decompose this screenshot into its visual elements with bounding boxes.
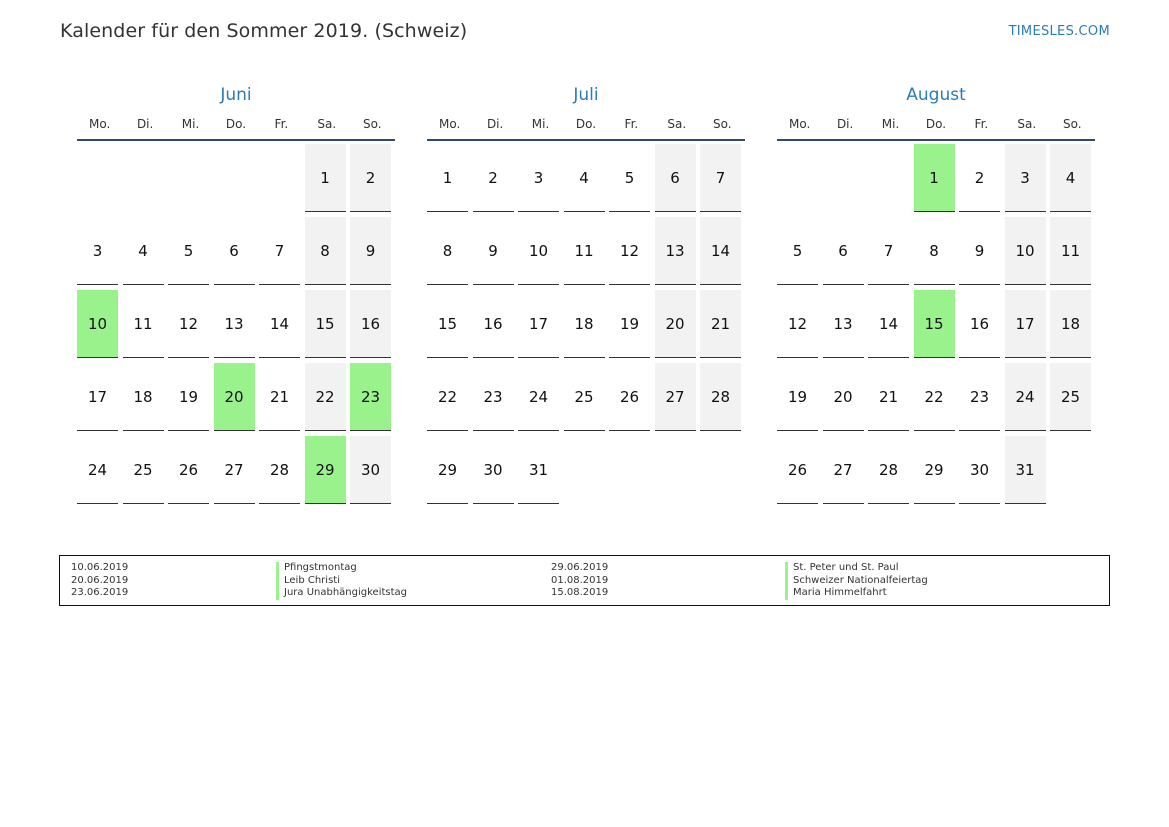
day-cell: 27	[214, 436, 255, 504]
weekday-header	[777, 117, 1095, 141]
day-cell: 13	[655, 217, 696, 285]
day-cell: 30	[350, 436, 391, 504]
day-cell: 7	[868, 217, 909, 285]
day-cell: 18	[123, 363, 164, 431]
day-cell: 21	[700, 290, 741, 358]
weekday-label: Fr.	[274, 117, 289, 131]
day-cell: 7	[259, 217, 300, 285]
day-cell: 10	[518, 217, 559, 285]
day-cell: 4	[123, 217, 164, 285]
month-august	[777, 84, 1095, 514]
day-cell: 11	[564, 217, 605, 285]
weekday-label: Fr.	[624, 117, 639, 131]
day-cell: 15	[427, 290, 468, 358]
month-june	[77, 84, 395, 514]
day-cell: 31	[1005, 436, 1046, 504]
day-cell: 14	[259, 290, 300, 358]
day-cell: 30	[473, 436, 514, 504]
legend-date: 15.08.2019	[551, 587, 609, 598]
day-cell: 7	[700, 144, 741, 212]
day-grid	[77, 144, 395, 514]
day-cell: 24	[1005, 363, 1046, 431]
month-name: Juli	[573, 85, 599, 105]
day-cell: 22	[305, 363, 346, 431]
day-cell: 28	[700, 363, 741, 431]
legend-dates-left	[71, 562, 128, 600]
weekday-label: So.	[712, 117, 732, 131]
weekday-label: Mi.	[531, 117, 550, 131]
legend-holiday-name: Maria Himmelfahrt	[785, 587, 928, 600]
day-cell: 26	[777, 436, 818, 504]
weekday-label: So.	[362, 117, 382, 131]
day-cell: 4	[564, 144, 605, 212]
month-july	[427, 84, 745, 514]
legend-date: 10.06.2019	[71, 562, 129, 573]
day-cell: 29	[914, 436, 955, 504]
day-cell: 12	[777, 290, 818, 358]
legend-date: 29.06.2019	[551, 562, 609, 573]
weekday-label: Sa.	[317, 117, 337, 131]
legend-holiday-name: Pfingstmontag	[276, 562, 407, 575]
day-cell: 13	[214, 290, 255, 358]
day-cell: 2	[350, 144, 391, 212]
legend-names-right	[785, 562, 928, 600]
day-cell: 10	[1005, 217, 1046, 285]
legend-holiday-name: Schweizer Nationalfeiertag	[785, 575, 928, 588]
holiday-day-cell: 20	[214, 363, 255, 431]
day-cell: 11	[1050, 217, 1091, 285]
day-cell: 3	[518, 144, 559, 212]
day-cell: 16	[959, 290, 1000, 358]
day-cell: 21	[259, 363, 300, 431]
weekday-label: Mi.	[181, 117, 200, 131]
month-name: Juni	[220, 85, 252, 105]
legend-date: 20.06.2019	[71, 574, 129, 586]
day-cell: 2	[959, 144, 1000, 212]
day-cell: 25	[123, 436, 164, 504]
month-name: August	[906, 85, 966, 105]
day-cell: 23	[959, 363, 1000, 431]
legend-holiday-name: Leib Christi	[276, 575, 407, 588]
day-cell: 8	[914, 217, 955, 285]
day-cell: 8	[427, 217, 468, 285]
day-cell: 3	[1005, 144, 1046, 212]
weekday-label: Fr.	[974, 117, 989, 131]
day-cell: 14	[700, 217, 741, 285]
day-cell: 15	[305, 290, 346, 358]
day-cell: 19	[168, 363, 209, 431]
legend-date: 23.06.2019	[71, 587, 129, 598]
day-cell: 9	[350, 217, 391, 285]
day-cell: 28	[868, 436, 909, 504]
day-cell: 1	[305, 144, 346, 212]
legend-names-left	[276, 562, 407, 600]
legend-dates-right	[551, 562, 608, 600]
day-cell: 17	[77, 363, 118, 431]
day-grid	[777, 144, 1095, 514]
day-cell: 12	[609, 217, 650, 285]
weekday-label: Mo.	[89, 117, 111, 131]
day-cell: 6	[214, 217, 255, 285]
weekday-label: Di.	[836, 117, 854, 131]
day-cell: 26	[609, 363, 650, 431]
day-cell: 17	[518, 290, 559, 358]
day-cell: 24	[518, 363, 559, 431]
holiday-day-cell: 10	[77, 290, 118, 358]
day-cell: 19	[777, 363, 818, 431]
day-cell: 17	[1005, 290, 1046, 358]
day-cell: 4	[1050, 144, 1091, 212]
weekday-label: Di.	[486, 117, 504, 131]
day-cell: 9	[473, 217, 514, 285]
day-cell: 18	[1050, 290, 1091, 358]
day-cell: 5	[777, 217, 818, 285]
day-cell: 16	[350, 290, 391, 358]
holiday-day-cell: 29	[305, 436, 346, 504]
day-cell: 31	[518, 436, 559, 504]
day-cell: 20	[655, 290, 696, 358]
day-cell: 8	[305, 217, 346, 285]
day-cell: 11	[123, 290, 164, 358]
day-cell: 22	[427, 363, 468, 431]
weekday-label: Mo.	[789, 117, 811, 131]
holiday-legend	[59, 555, 1110, 606]
day-cell: 13	[823, 290, 864, 358]
weekday-label: Do.	[925, 117, 947, 131]
day-cell: 30	[959, 436, 1000, 504]
day-cell: 26	[168, 436, 209, 504]
weekday-label: Di.	[136, 117, 154, 131]
weekday-label: Sa.	[1017, 117, 1037, 131]
day-cell: 6	[823, 217, 864, 285]
day-cell: 27	[823, 436, 864, 504]
day-cell: 2	[473, 144, 514, 212]
legend-date: 01.08.2019	[551, 574, 609, 586]
day-cell: 16	[473, 290, 514, 358]
day-cell: 24	[77, 436, 118, 504]
legend-holiday-name: Jura Unabhängigkeitstag	[276, 587, 407, 600]
day-cell: 25	[1050, 363, 1091, 431]
day-cell: 3	[77, 217, 118, 285]
day-cell: 5	[609, 144, 650, 212]
day-cell: 29	[427, 436, 468, 504]
day-grid	[427, 144, 745, 514]
weekday-label: So.	[1062, 117, 1082, 131]
day-cell: 27	[655, 363, 696, 431]
holiday-day-cell: 1	[914, 144, 955, 212]
day-cell: 14	[868, 290, 909, 358]
day-cell: 22	[914, 363, 955, 431]
page-title: Kalender für den Sommer 2019. (Schweiz)	[60, 20, 468, 42]
weekday-label: Do.	[575, 117, 597, 131]
day-cell: 12	[168, 290, 209, 358]
day-cell: 6	[655, 144, 696, 212]
weekday-label: Do.	[225, 117, 247, 131]
brand-link[interactable]: TIMESLES.COM	[1008, 24, 1110, 39]
holiday-day-cell: 23	[350, 363, 391, 431]
weekday-header	[77, 117, 395, 141]
legend-holiday-name: St. Peter und St. Paul	[785, 562, 928, 575]
weekday-label: Mo.	[439, 117, 461, 131]
day-cell: 23	[473, 363, 514, 431]
weekday-header	[427, 117, 745, 141]
day-cell: 9	[959, 217, 1000, 285]
weekday-label: Mi.	[881, 117, 900, 131]
day-cell: 18	[564, 290, 605, 358]
weekday-label: Sa.	[667, 117, 687, 131]
day-cell: 5	[168, 217, 209, 285]
day-cell: 19	[609, 290, 650, 358]
day-cell: 25	[564, 363, 605, 431]
day-cell: 21	[868, 363, 909, 431]
day-cell: 28	[259, 436, 300, 504]
day-cell: 20	[823, 363, 864, 431]
holiday-day-cell: 15	[914, 290, 955, 358]
day-cell: 1	[427, 144, 468, 212]
